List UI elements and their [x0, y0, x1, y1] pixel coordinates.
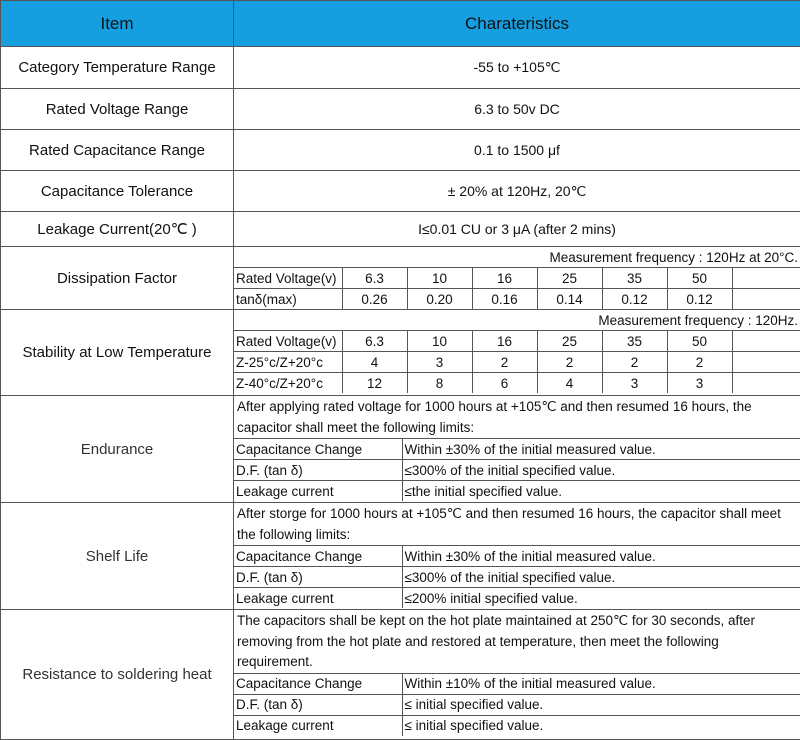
row-leakage [1, 212, 800, 247]
cell: 2 [472, 352, 537, 373]
endurance-item-value: ≤the initial specified value. [402, 481, 800, 502]
soldering-item [234, 673, 800, 694]
cell: 6 [472, 373, 537, 394]
cell: 6.3 [342, 268, 407, 289]
soldering-item-name: Leakage current [234, 715, 402, 736]
header-characteristics: Charateristics [234, 1, 800, 47]
dissipation-note: Measurement frequency : 120Hz at 20°C. [234, 247, 800, 268]
capacitance-value: 0.1 to 1500 μf [234, 130, 800, 171]
cell: 3 [667, 373, 732, 394]
leakage-label: Leakage Current(20℃ ) [1, 212, 234, 247]
cell: 12 [342, 373, 407, 394]
soldering-item-name: Capacitance Change [234, 673, 402, 694]
cell: 10 [407, 331, 472, 352]
soldering-text: The capacitors shall be kept on the hot plate maintained at 250℃ for 30 seconds, after removing from the hot plate and restored at temperature, then meet the following requirement. [234, 610, 800, 673]
shelf-item-value: ≤200% initial specified value. [402, 588, 800, 609]
cell: 2 [537, 352, 602, 373]
endurance-item-value: ≤300% of the initial specified value. [402, 460, 800, 481]
empty-cell [732, 268, 800, 289]
soldering-item-value: Within ±10% of the initial measured value. [402, 673, 800, 694]
cell: 16 [472, 331, 537, 352]
soldering-item [234, 715, 800, 736]
stability-z40-row [234, 373, 800, 394]
header-row [1, 1, 800, 47]
cell: 2 [667, 352, 732, 373]
row-capacitance [1, 130, 800, 171]
voltage-label: Rated Voltage Range [1, 89, 234, 130]
capacitance-label: Rated Capacitance Range [1, 130, 234, 171]
shelf-text: After storge for 1000 hours at +105℃ and then resumed 16 hours, the capacitor shall meet the following limits: [234, 503, 800, 546]
cell: 35 [602, 268, 667, 289]
cell: 0.20 [407, 289, 472, 310]
endurance-item [234, 460, 800, 481]
header-item: Item [1, 1, 234, 47]
soldering-item [234, 694, 800, 715]
temp-value: -55 to +105℃ [234, 47, 800, 89]
tolerance-label: Capacitance Tolerance [1, 171, 234, 212]
endurance-item [234, 481, 800, 502]
row-voltage [1, 89, 800, 130]
cell: 16 [472, 268, 537, 289]
endurance-label: Endurance [1, 396, 234, 503]
cell: 0.12 [667, 289, 732, 310]
cell: 0.26 [342, 289, 407, 310]
stability-table [234, 310, 800, 393]
shelf-item-value: Within ±30% of the initial measured value. [402, 546, 800, 567]
row-shelf-life [1, 503, 800, 610]
cell: 6.3 [342, 331, 407, 352]
shelf-label: Shelf Life [1, 503, 234, 610]
cell: Rated Voltage(v) [234, 331, 342, 352]
row-endurance [1, 396, 800, 503]
cell: 10 [407, 268, 472, 289]
shelf-item [234, 546, 800, 567]
row-dissipation [1, 247, 800, 310]
stability-label: Stability at Low Temperature [1, 310, 234, 396]
endurance-text: After applying rated voltage for 1000 hours at +105℃ and then resumed 16 hours, the capacitor shall meet the following limits: [234, 396, 800, 439]
cell: 3 [602, 373, 667, 394]
row-soldering [1, 610, 800, 740]
endurance-item-value: Within ±30% of the initial measured value. [402, 439, 800, 460]
soldering-label: Resistance to soldering heat [1, 610, 234, 740]
cell: Rated Voltage(v) [234, 268, 342, 289]
cell: 25 [537, 331, 602, 352]
cell: 50 [667, 331, 732, 352]
cell: 0.16 [472, 289, 537, 310]
dissipation-tan-row [234, 289, 800, 310]
stability-voltage-row [234, 331, 800, 352]
empty-cell [732, 331, 800, 352]
dissipation-voltage-row [234, 268, 800, 289]
stability-z25-row [234, 352, 800, 373]
shelf-item-name: Leakage current [234, 588, 402, 609]
shelf-item-name: D.F. (tan δ) [234, 567, 402, 588]
shelf-item [234, 588, 800, 609]
cell: 50 [667, 268, 732, 289]
dissipation-label: Dissipation Factor [1, 247, 234, 310]
cell: 0.12 [602, 289, 667, 310]
shelf-item [234, 567, 800, 588]
cell: 35 [602, 331, 667, 352]
cell: 2 [602, 352, 667, 373]
cell: 4 [537, 373, 602, 394]
empty-cell [732, 289, 800, 310]
row-temperature [1, 47, 800, 89]
soldering-item-value: ≤ initial specified value. [402, 694, 800, 715]
cell: 8 [407, 373, 472, 394]
row-tolerance [1, 171, 800, 212]
endurance-table [234, 396, 800, 501]
cell: 4 [342, 352, 407, 373]
cell: Z-40°c/Z+20°c [234, 373, 342, 394]
dissipation-table [234, 247, 800, 309]
shelf-table [234, 503, 800, 608]
shelf-item-name: Capacitance Change [234, 546, 402, 567]
cell: 0.14 [537, 289, 602, 310]
endurance-item-name: Leakage current [234, 481, 402, 502]
cell: tanδ(max) [234, 289, 342, 310]
shelf-item-value: ≤300% of the initial specified value. [402, 567, 800, 588]
empty-cell [732, 352, 800, 373]
tolerance-value: ± 20% at 120Hz, 20℃ [234, 171, 800, 212]
empty-cell [732, 373, 800, 394]
temp-label: Category Temperature Range [1, 47, 234, 89]
endurance-item [234, 439, 800, 460]
voltage-value: 6.3 to 50v DC [234, 89, 800, 130]
endurance-item-name: D.F. (tan δ) [234, 460, 402, 481]
row-stability [1, 310, 800, 396]
soldering-table [234, 610, 800, 736]
stability-note: Measurement frequency : 120Hz. [234, 310, 800, 331]
cell: Z-25°c/Z+20°c [234, 352, 342, 373]
soldering-item-name: D.F. (tan δ) [234, 694, 402, 715]
cell: 3 [407, 352, 472, 373]
cell: 25 [537, 268, 602, 289]
soldering-item-value: ≤ initial specified value. [402, 715, 800, 736]
endurance-item-name: Capacitance Change [234, 439, 402, 460]
leakage-value: I≤0.01 CU or 3 μA (after 2 mins) [234, 212, 800, 247]
